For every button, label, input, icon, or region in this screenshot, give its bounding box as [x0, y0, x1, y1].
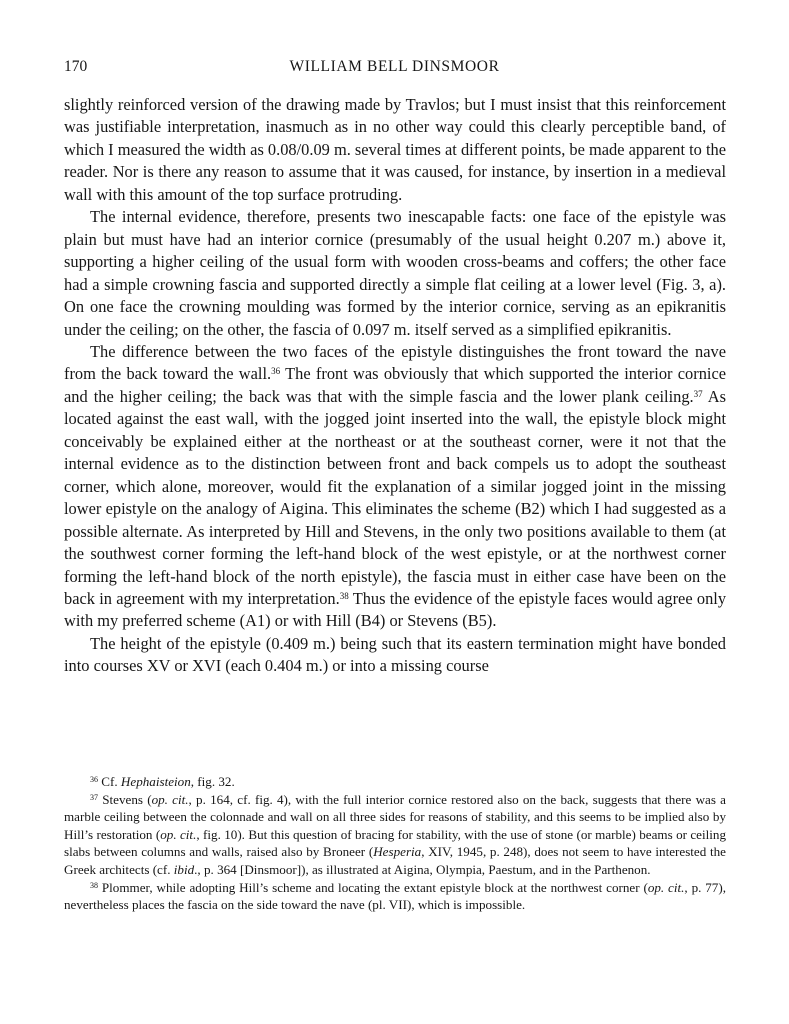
text-run: Stevens (: [98, 791, 152, 807]
text-run: Plommer, while adopting Hill’s scheme and locating the extant epistyle block at the northwest corner (: [98, 879, 648, 895]
italic-citation: Hephaisteion: [120, 774, 191, 789]
footnote-marker: 38: [90, 880, 98, 890]
text-run: The difference between the two faces of the epistyle distinguishes the front toward the nave from the back toward the wall.: [64, 341, 726, 384]
text-run: , p. 164, cf. fig. 4), with the full interior cornice restored also on the back, suggests that there was a marble ceiling between the colonnade and wall on all three sides for reasons of stability, and this seems to be implied also by Hill’s restoration (: [64, 791, 726, 842]
text-run: The front was obviously that which supported the interior cornice and the higher ceiling; the back was that with the simple fascia and the lower plank ceiling.: [64, 364, 727, 406]
running-title: WILLIAM BELL DINSMOOR: [289, 58, 500, 75]
footnote-marker: 36: [90, 775, 98, 784]
text-run: Thus the evidence of the epistyle faces would agree only with my preferred scheme (A1) or with Hill (B4) or Stevens (B5).: [64, 588, 727, 631]
footnote-marker: 37: [693, 388, 703, 399]
text-run: , fig. 10). But this question of bracing for stability, with the use of stone (or marble) beams or ceiling slabs between columns and walls, raised also by Broneer (: [64, 826, 726, 860]
paragraph: [64, 341, 726, 633]
page-number: 170: [64, 58, 88, 75]
footnote-marker: 38: [339, 590, 349, 601]
footnote: [64, 773, 726, 791]
text-run: ., p. 364 [Dinsmoor]), as illustrated at Aigina, Olympia, Paestum, and in the Parthenon.: [194, 861, 651, 877]
text-run: , p. 77), nevertheless places the fascia on the side toward the nave (pl. VII), which is impossible.: [64, 879, 726, 913]
footnote: [64, 879, 726, 914]
text-run: As located against the east wall, with the jogged joint inserted into the wall, the epistyle block might conceivably be explained either at the northeast or at the southeast corner, were it not that the internal evidence as to the distinction between front and back compels us to adopt the southeast corner, which alone, moreover, would fit the explanation of a similar jogged joint in the missing lower epistyle on the analogy of Aigina. This eliminates the scheme (B2) which I had suggested as a possible alternate. As interpreted by Hill and Stevens, in the only two positions available to them (at the southwest corner forming the left-hand block of the west epistyle, or at the northwest corner forming the left-hand block of the north epistyle), the fascia must in either case have been on the back in agreement with my interpretation.: [64, 386, 726, 608]
text-run: Cf.: [98, 774, 121, 789]
body-text: [64, 94, 726, 678]
paragraph: [64, 633, 726, 678]
page-header: [64, 58, 725, 80]
italic-citation: Hesperia: [373, 844, 422, 860]
italic-citation: op. cit.: [647, 879, 685, 895]
text-run: , XIV, 1945, p. 248), does not seem to have interested the Greek architects (cf.: [64, 844, 726, 877]
footnote: [64, 791, 726, 879]
paragraph: [64, 206, 726, 341]
text-run: slightly reinforced version of the drawing made by Travlos; but I must insist that this reinforcement was justifiable interpretation, inasmuch as in no other way could this clearly perceptible band, of which I measured the width as 0.08/0.09 m. several times at different points, be made apparent to the reader. Nor is there any reason to assume that it was caused, for instance, by insertion in a medieval wall with this amount of the top surface protruding.: [64, 95, 726, 204]
text-run: The internal evidence, therefore, presents two inescapable facts: one face of the epistyle was plain but must have had an interior cornice (presumably of the usual height 0.207 m.) above it, supporting a higher ceiling of the usual form with wooden cross-beams and coffers; the other face had a simple crowning fascia and supported directly a simple flat ceiling at a lower level (Fig. 3, a). On one face the crowning moulding was formed by the interior cornice, serving as an epikranitis under the ceiling; on the other, the fascia of 0.097 m. itself served as a simplified epikranitis.: [64, 207, 726, 339]
footnote-marker: 37: [90, 792, 98, 802]
italic-citation: op. cit.: [160, 826, 197, 842]
italic-citation: ibid: [173, 861, 195, 877]
text-run: , fig. 32.: [190, 774, 235, 789]
italic-citation: op. cit.: [151, 791, 189, 807]
paragraph: [64, 94, 726, 206]
footnote-marker: 36: [271, 366, 281, 377]
footnotes: [64, 773, 726, 914]
text-run: The height of the epistyle (0.409 m.) being such that its eastern termination might have bonded into courses XV or XVI (each 0.404 m.) or into a missing course: [64, 633, 726, 676]
